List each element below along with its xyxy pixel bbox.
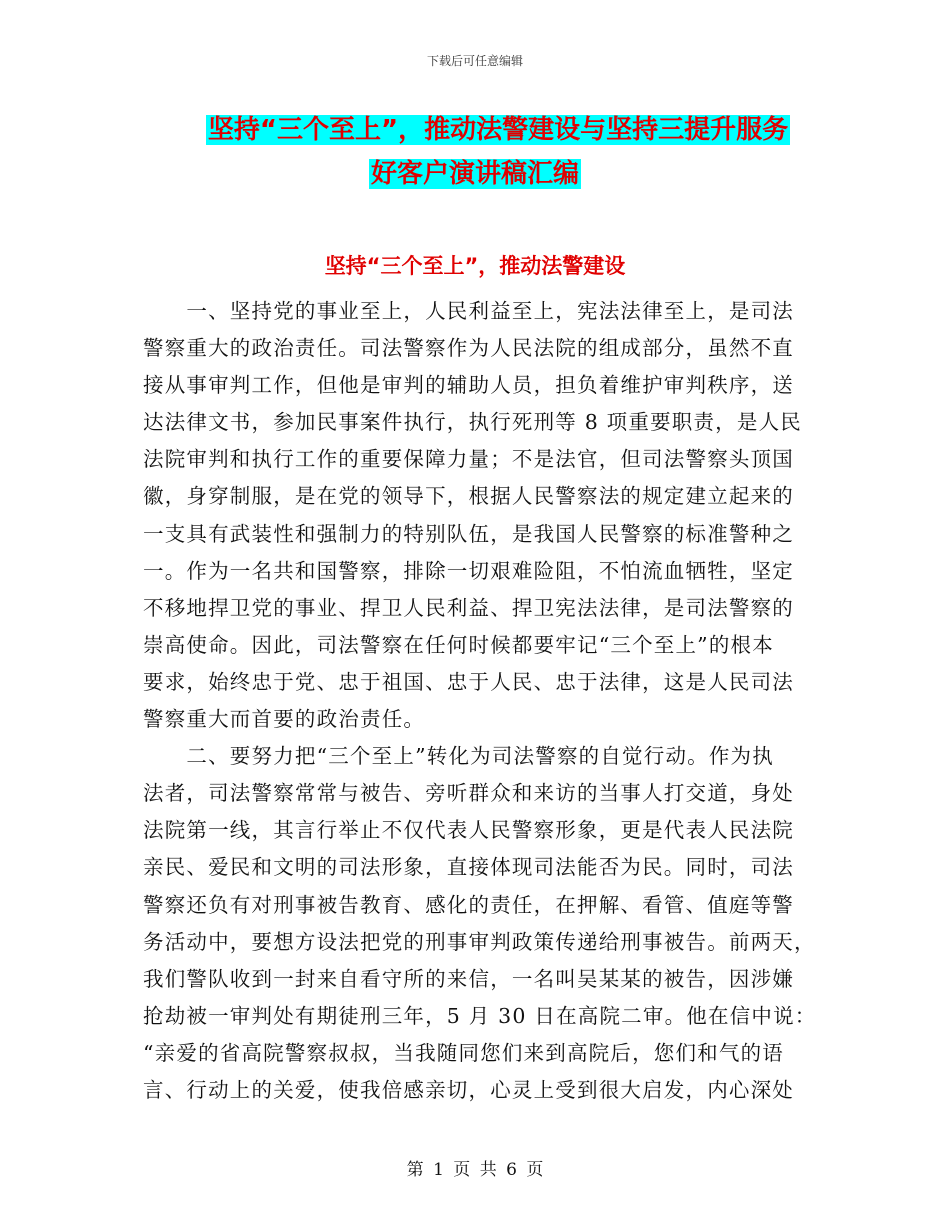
body-line: 法院第一线，其言行举止不仅代表人民警察形象，更是代表人民法院: [143, 818, 794, 843]
body-line: 崇高使命。因此，司法警察在任何时候都要牢记“三个至上”的根本: [143, 632, 774, 657]
body-line: 不移地捍卫党的事业、捍卫人民利益、捍卫宪法法律，是司法警察的: [143, 595, 794, 620]
document-title-line-2: [0, 157, 950, 191]
body-line: 警察还负有对刑事被告教育、感化的责任，在押解、看管、值庭等警: [143, 892, 794, 917]
body-line: 警察重大而首要的政治责任。: [143, 707, 426, 732]
body-line: 我们警队收到一封来自看守所的来信，一名叫吴某某的被告，因涉嫌: [143, 966, 794, 991]
body-line: 达法律文书，参加民事案件执行，执行死刑等 8 项重要职责，是人民: [143, 410, 802, 435]
body-line: 抢劫被一审判处有期徒刑三年，5 月 30 日在高院二审。他在信中说：: [143, 1003, 817, 1028]
body-line: 徽，身穿制服，是在党的领导下，根据人民警察法的规定建立起来的: [143, 484, 794, 509]
document-title-line-1: [23, 113, 950, 147]
body-line: 要求，始终忠于党、忠于祖国、忠于人民、忠于法律，这是人民司法: [143, 669, 794, 694]
body-line: 法者，司法警察常常与被告、旁听群众和来访的当事人打交道，身处: [143, 781, 794, 806]
body-line: 亲民、爱民和文明的司法形象，直接体现司法能否为民。同时，司法: [143, 855, 794, 880]
document-title-line-2-text: 好客户演讲稿汇编: [370, 159, 579, 189]
body-line: 接从事审判工作，但他是审判的辅助人员，担负着维护审判秩序，送: [143, 373, 794, 398]
body-line: 一、坚持党的事业至上，人民利益至上，宪法法律至上，是司法: [143, 299, 794, 323]
body-line: “亲爱的省高院警察叔叔，当我随同您们来到高院后，您们和气的语: [143, 1040, 784, 1065]
page-number-footer: 第 1 页 共 6 页: [406, 1160, 544, 1180]
body-line: 法院审判和执行工作的重要保障力量；不是法官，但司法警察头顶国: [143, 447, 794, 472]
page-header-note: 下载后可任意编辑: [426, 54, 523, 68]
body-line: 务活动中，要想方设法把党的刑事审判政策传递给刑事被告。前两天，: [143, 929, 816, 954]
section-title: 坚持“三个至上”，推动法警建设: [324, 254, 626, 278]
body-line: 二、要努力把“三个至上”转化为司法警察的自觉行动。作为执: [143, 744, 774, 769]
body-text: [143, 293, 817, 1109]
body-line: 一。作为一名共和国警察，排除一切艰难险阻，不怕流血牺牲，坚定: [143, 558, 794, 583]
document-title-line-1-text: 坚持“三个至上”，推动法警建设与坚持三提升服务: [207, 115, 789, 145]
body-line: 一支具有武装性和强制力的特别队伍，是我国人民警察的标准警种之: [143, 521, 794, 546]
body-line: 警察重大的政治责任。司法警察作为人民法院的组成部分，虽然不直: [143, 336, 794, 361]
body-line: 言、行动上的关爱，使我倍感亲切，心灵上受到很大启发，内心深处: [143, 1077, 794, 1102]
